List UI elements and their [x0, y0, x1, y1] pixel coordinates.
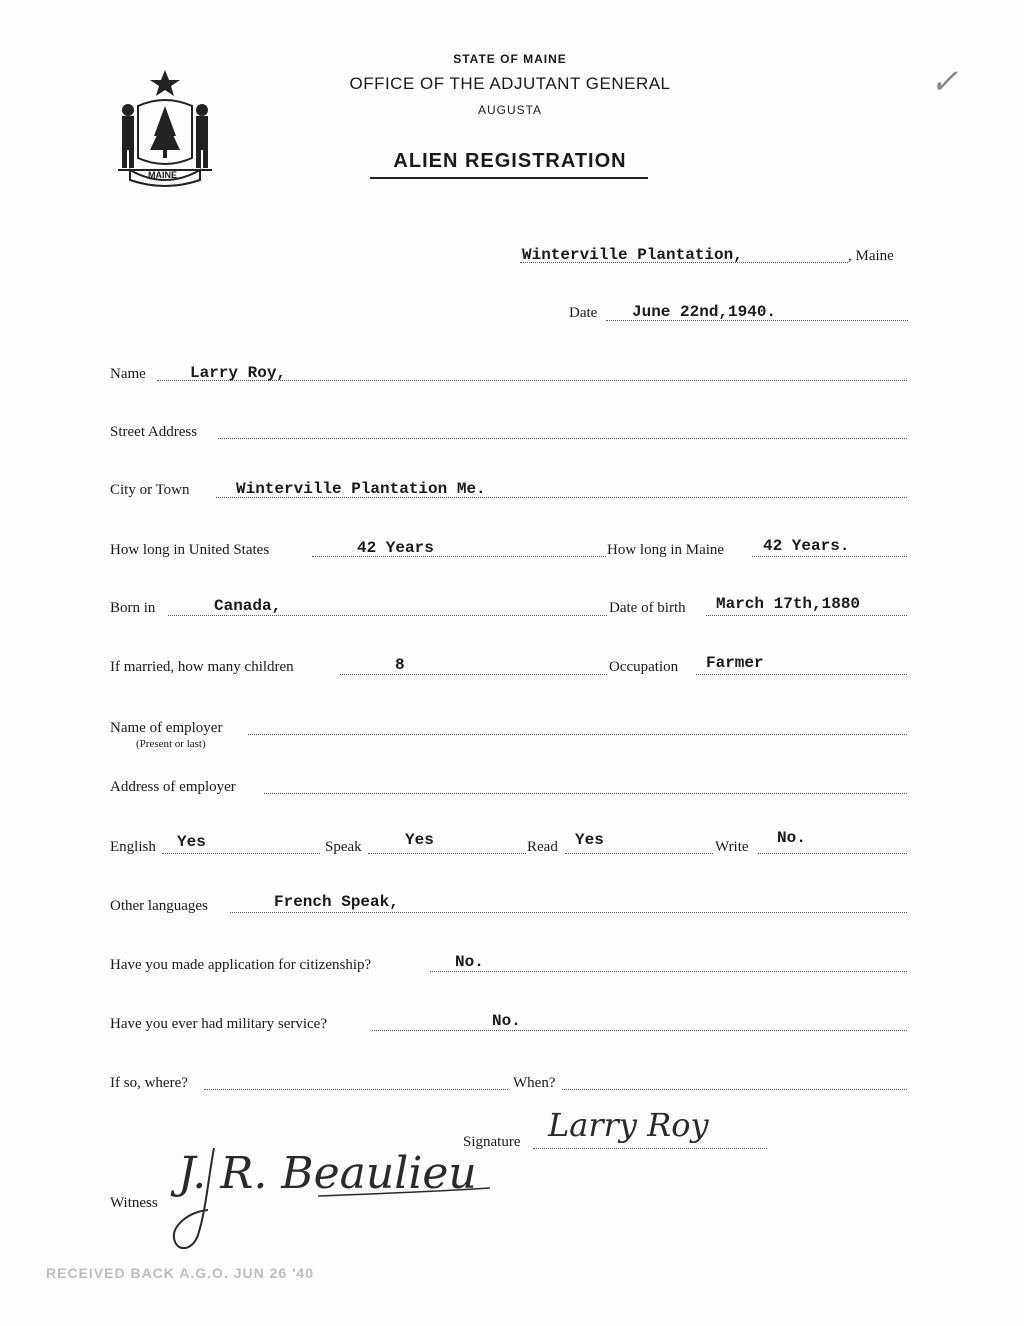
form-title: ALIEN REGISTRATION — [393, 150, 627, 172]
read-value: Yes — [575, 831, 604, 849]
employer-sublabel: (Present or last) — [136, 738, 206, 750]
maine-years-value: 42 Years. — [763, 537, 850, 555]
received-stamp: RECEIVED BACK A.G.O. JUN 26 '40 — [46, 1265, 314, 1281]
maine-years-label: How long in Maine — [607, 542, 725, 558]
other-languages-label: Other languages — [110, 898, 208, 914]
witness-label: Witness — [110, 1195, 158, 1211]
street-label: Street Address — [110, 424, 198, 440]
place-value: Winterville Plantation, — [522, 246, 743, 264]
speak-value: Yes — [405, 831, 434, 849]
seal-banner-text: MAINE — [148, 170, 177, 180]
witness-signature: J. R. Beaulieu — [178, 1148, 477, 1199]
dob-value: March 17th,1880 — [716, 595, 861, 613]
state-seal — [110, 66, 220, 190]
write-value: No. — [777, 829, 806, 847]
military-label: Have you ever had military service? — [110, 1016, 327, 1032]
name-label: Name — [110, 366, 146, 382]
check-mark: ✓ — [930, 62, 959, 102]
write-label: Write — [715, 839, 749, 855]
other-languages-value: French Speak, — [274, 893, 399, 911]
english-value: Yes — [177, 833, 206, 851]
english-label: English — [110, 839, 156, 855]
city-value: Winterville Plantation Me. — [236, 480, 486, 498]
us-years-label: How long in United States — [110, 542, 270, 558]
read-label: Read — [527, 839, 558, 855]
born-value: Canada, — [214, 597, 282, 615]
children-value: 8 — [395, 656, 405, 674]
title-underline — [370, 177, 648, 179]
when-label: When? — [513, 1075, 556, 1091]
us-years-value: 42 Years — [357, 539, 434, 557]
military-value: No. — [492, 1012, 521, 1030]
date-value: June 22nd,1940. — [632, 303, 777, 321]
header-office: OFFICE OF THE ADJUTANT GENERAL — [349, 74, 671, 93]
signature-value: Larry Roy — [548, 1106, 709, 1144]
citizenship-value: No. — [455, 953, 484, 971]
occupation-label: Occupation — [609, 659, 679, 675]
signature-label: Signature — [463, 1134, 521, 1150]
where-label: If so, where? — [110, 1075, 188, 1091]
header-city: AUGUSTA — [477, 103, 543, 117]
occupation-value: Farmer — [706, 654, 764, 672]
witness-flourish — [168, 1140, 498, 1260]
children-label: If married, how many children — [110, 659, 294, 675]
date-label: Date — [569, 305, 598, 321]
born-label: Born in — [110, 600, 156, 616]
dob-label: Date of birth — [609, 600, 686, 616]
employer-label: Name of employer — [110, 720, 223, 736]
speak-label: Speak — [325, 839, 362, 855]
city-label: City or Town — [110, 482, 190, 498]
header-state: STATE OF MAINE — [453, 52, 567, 66]
name-value: Larry Roy, — [190, 364, 287, 382]
citizenship-label: Have you made application for citizenship? — [110, 957, 372, 973]
employer-address-label: Address of employer — [110, 779, 236, 795]
place-suffix: , Maine — [848, 248, 894, 264]
